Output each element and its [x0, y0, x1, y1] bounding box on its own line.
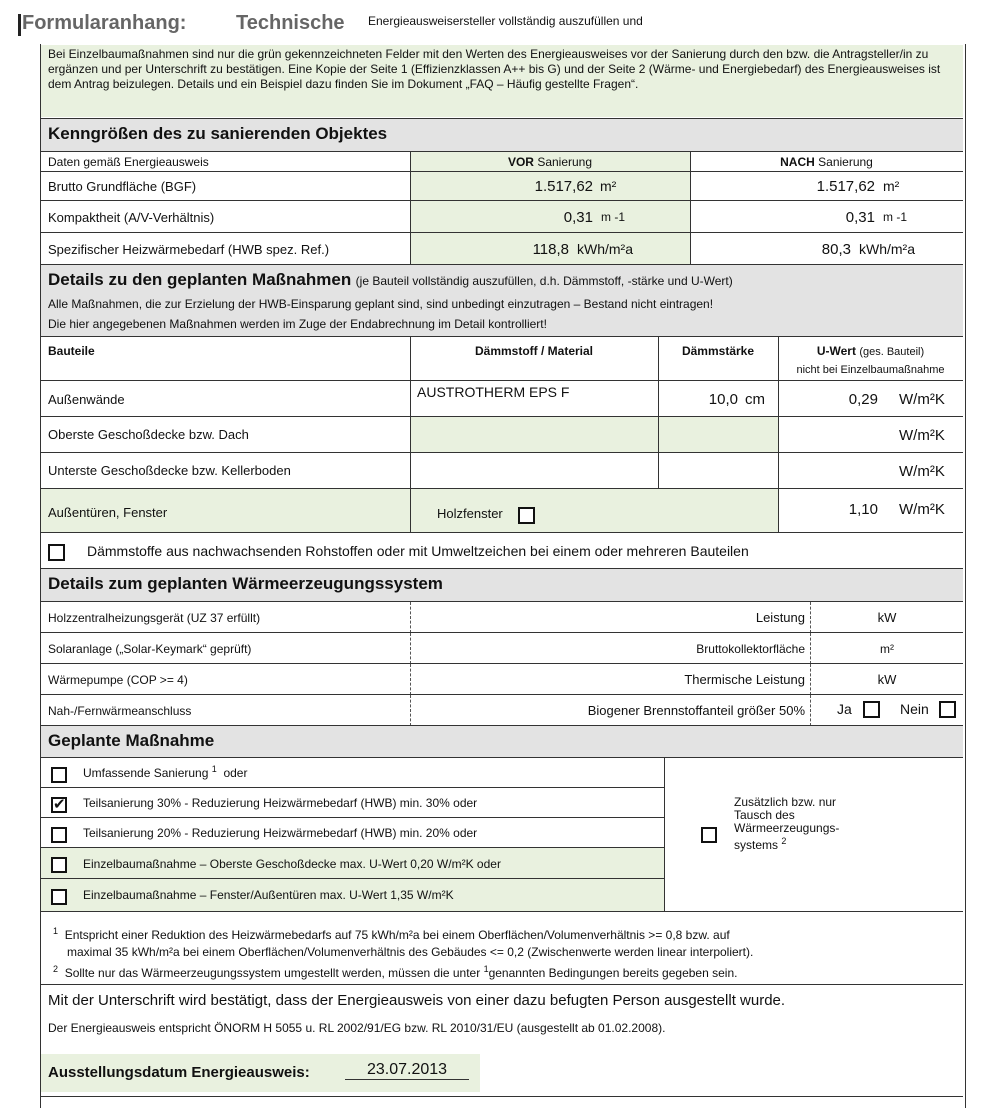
kenn-vor-value[interactable]: 118,8 [532, 241, 569, 258]
kenn-unit: m -1 [601, 210, 625, 224]
staerke-field[interactable] [659, 453, 777, 488]
nachwachsend-checkbox[interactable] [48, 544, 65, 562]
waerme-row-label: Holzzentralheizungsgerät (UZ 37 erfüllt) [48, 611, 261, 625]
kenn-vor-value[interactable]: 0,31 [563, 209, 593, 226]
staerke-unit: cm [745, 391, 765, 408]
option-label: Einzelbaumaßnahme – Oberste Geschoßdecke max. U-Wert 0,20 W/m²K oder [83, 857, 501, 871]
material-field[interactable] [411, 453, 657, 488]
details-row [41, 452, 963, 489]
date-label: Ausstellungsdatum Energieausweis: [48, 1064, 310, 1081]
details-heading-line [48, 270, 733, 290]
holzfenster-label: Holzfenster [437, 506, 503, 521]
kenn-row [41, 200, 963, 233]
waerme-row-unit[interactable]: kW [877, 610, 897, 625]
kenn-col-label: Daten gemäß Energieausweis [48, 155, 209, 169]
footnotes-text: $^1$ Entspricht einer Reduktion des Heizwärmebedarfs auf 75 kWh/m²a bei einem Oberflächen/Volumenverhältnis >= 0,8 bzw. auf maximal 35 kWh/m²a bei einem Oberflächen/Volumenverhältnis des Gebäudes <= 0,2 (Zwischenwerte werden linear interpoliert). $^2$ Sollte nur das Wärmeerzeugungssystem umgestellt werden, müssen die unter $^1$genannten Bedingungen bereits gegeben sein. [53, 926, 754, 980]
material-field[interactable]: AUSTROTHERM EPS F [417, 384, 570, 400]
option-checkbox[interactable] [51, 826, 67, 844]
kenn-nach-value[interactable]: 80,3 [821, 241, 851, 258]
option-label: Einzelbaumaßnahme – Fenster/Außentüren max. U-Wert 1,35 W/m²K [83, 888, 454, 902]
details-row-label: Unterste Geschoßdecke bzw. Kellerboden [48, 463, 291, 478]
ja-checkbox[interactable] [863, 701, 880, 719]
details-heading-note: (je Bauteil vollständig auszufüllen, d.h. Dämmstoff, -stärke und U-Wert) [355, 274, 733, 288]
kenn-heading: Kenngrößen des zu sanierenden Objektes [48, 124, 388, 143]
header-title-a: Formularanhang: [22, 12, 187, 34]
option-label: Teilsanierung 20% - Reduzierung Heizwärmebedarf (HWB) min. 20% oder [83, 826, 478, 840]
signature-line1: Mit der Unterschrift wird bestätigt, dass der Energieausweis von einer dazu befugten Person ausgestellt wurde. [48, 992, 786, 1009]
kenn-row-label: Kompaktheit (A/V-Verhältnis) [48, 210, 215, 225]
details-row-label: Oberste Geschoßdecke bzw. Dach [48, 427, 249, 442]
material-field[interactable] [411, 417, 657, 452]
waerme-row-label: Solaranlage („Solar-Keymark“ geprüft) [48, 642, 252, 656]
col-bauteile: Bauteile [48, 344, 95, 358]
option-row [41, 758, 664, 787]
uwert-field[interactable]: 1,10 [848, 501, 878, 518]
staerke-field[interactable]: 10,0 [708, 391, 738, 408]
kenn-col-nach: NACH Sanierung [780, 155, 873, 169]
details-row [41, 488, 963, 533]
col-material: Dämmstoff / Material [474, 344, 594, 358]
kenn-unit: m² [600, 178, 617, 194]
waerme-row-unit[interactable]: m² [880, 642, 894, 656]
option-checkbox[interactable] [51, 766, 67, 784]
nein-label: Nein [900, 701, 929, 717]
uwert-unit: W/m²K [899, 501, 945, 518]
date-field[interactable]: 23.07.2013 [345, 1061, 469, 1080]
details-row [41, 416, 963, 453]
uwert-unit: W/m²K [899, 427, 945, 444]
kenn-unit: m² [883, 178, 900, 194]
signature-line2: Der Energieausweis entspricht ÖNORM H 5055 u. RL 2002/91/EG bzw. RL 2010/31/EU (ausgestellt ab 01.02.2008). [48, 1021, 666, 1035]
details-row-label: Außentüren, Fenster [48, 505, 168, 520]
details-line2: Alle Maßnahmen, die zur Erzielung der HWB-Einsparung geplant sind, sind unbedingt einzutragen – Bestand nicht eintragen! [48, 297, 714, 311]
nein-checkbox[interactable] [939, 701, 956, 719]
kenn-unit: kWh/m²a [859, 241, 915, 257]
kenn-unit: m -1 [883, 210, 907, 224]
col-staerke: Dämmstärke [681, 344, 755, 358]
kenn-nach-value[interactable]: 0,31 [845, 209, 875, 226]
option-checkbox[interactable] [51, 888, 67, 906]
waermetausch-checkbox[interactable] [701, 826, 717, 844]
option-label: Umfassende Sanierung $^1$ oder [83, 764, 248, 780]
kenn-row-label: Brutto Grundfläche (BGF) [48, 179, 197, 194]
col-uwert-sub: nicht bei Einzelbaumaßnahme [796, 364, 945, 376]
waerme-row-label: Wärmepumpe (COP >= 4) [48, 673, 188, 687]
header-title-c: Energieausweisersteller vollständig auszufüllen und [368, 14, 643, 28]
nachwachsend-label: Dämmstoffe aus nachwachsenden Rohstoffen oder mit Umweltzeichen bei einem oder mehreren Bauteilen [87, 543, 749, 559]
staerke-field[interactable] [659, 417, 777, 452]
waerme-row-mid: Leistung [755, 610, 805, 625]
kenn-unit: kWh/m²a [577, 241, 633, 257]
uwert-field[interactable]: 0,29 [848, 391, 878, 408]
option-row [41, 847, 664, 879]
waerme-row-unit[interactable]: kW [877, 672, 897, 687]
option-label: Teilsanierung 30% - Reduzierung Heizwärmebedarf (HWB) min. 30% oder [83, 796, 478, 810]
waerme-row [41, 632, 963, 664]
option-checkbox[interactable] [51, 856, 67, 874]
uwert-unit: W/m²K [899, 391, 945, 408]
header-bar [18, 14, 21, 36]
kenn-row [41, 171, 963, 201]
details-header-row [41, 336, 963, 381]
details-heading: Details zu den geplanten Maßnahmen [48, 270, 352, 289]
option-checkbox-checked[interactable] [51, 796, 67, 814]
waerme-heading: Details zum geplanten Wärmeerzeugungssystem [48, 574, 443, 593]
option-row [41, 817, 664, 848]
waerme-row-mid: Biogener Brennstoffanteil größer 50% [587, 703, 805, 718]
option-row [41, 787, 664, 818]
waerme-row-mid: Bruttokollektorfläche [696, 642, 805, 656]
waerme-row-mid: Thermische Leistung [684, 672, 805, 687]
details-row [41, 380, 963, 417]
waermetausch-label: Zusätzlich bzw. nur Tausch des Wärmeerzeugungs- systems $^2$ [734, 795, 840, 852]
kenn-row [41, 232, 963, 265]
kenn-header-row [41, 151, 963, 172]
details-row-label: Außenwände [48, 392, 125, 407]
kenn-row-label: Spezifischer Heizwärmebedarf (HWB spez. Ref.) [48, 242, 330, 257]
kenn-nach-value[interactable]: 1.517,62 [816, 178, 875, 195]
kenn-col-vor: VOR Sanierung [507, 155, 593, 169]
nachwachsend-row [41, 532, 963, 569]
holzfenster-checkbox[interactable] [518, 507, 535, 525]
uwert-unit: W/m²K [899, 463, 945, 480]
header-title-b: Technische [236, 12, 345, 34]
geplant-heading: Geplante Maßnahme [48, 731, 215, 750]
kenn-vor-value[interactable]: 1.517,62 [534, 178, 593, 195]
waerme-row-label: Nah-/Fernwärmeanschluss [48, 704, 192, 718]
bottom-line [41, 1096, 963, 1097]
col-uwert: U-Wert (ges. Bauteil) [816, 344, 925, 358]
details-line3: Die hier angegebenen Maßnahmen werden im Zuge der Endabrechnung im Detail kontrolliert! [48, 317, 547, 331]
waerme-row [41, 601, 963, 633]
ja-label: Ja [837, 701, 852, 717]
waerme-row [41, 663, 963, 695]
option-row [41, 878, 664, 911]
waerme-row [41, 694, 963, 726]
intro-text: Bei Einzelbaumaßnahmen sind nur die grün gekennzeichneten Felder mit den Werten des Energieausweises vor der Sanierung durch den bzw. die Antragsteller/in zu ergänzen und per Unterschrift zu bestätigen. Eine Kopie der Seite 1 (Effizienzklassen A++ bis G) und der Seite 2 (Wärme- und Energiebedarf) des Energieausweises ist dem Antrag beizulegen. Details und ein Beispiel dazu finden Sie im Dokument „FAQ – Häufig gestellte Fragen“. [48, 47, 941, 91]
